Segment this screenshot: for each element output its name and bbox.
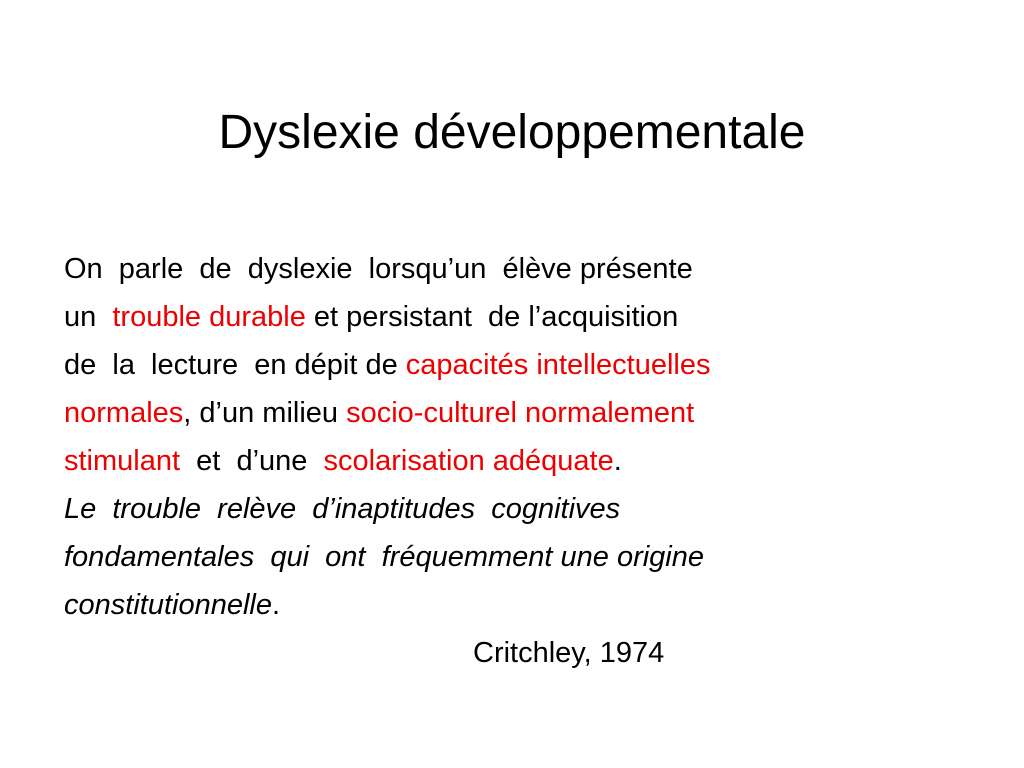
highlight-capacites-intellectuelles: capacités intellectuelles xyxy=(405,349,711,381)
text-segment: Le trouble relève d’inaptitudes cognitives xyxy=(64,493,621,525)
body-line-4 xyxy=(64,395,694,431)
text-segment: de la lecture en dépit de xyxy=(64,349,406,381)
highlight-scolarisation: scolarisation adéquate xyxy=(323,445,614,477)
highlight-trouble-durable: trouble durable xyxy=(112,301,306,333)
body-line-2 xyxy=(64,299,678,335)
text-segment: constitutionnelle xyxy=(64,589,272,621)
text-segment: . xyxy=(271,589,281,621)
highlight-socio-culturel: socio-culturel normalement xyxy=(346,397,695,429)
highlight-stimulant: stimulant xyxy=(64,445,181,477)
text-segment: et persistant de l’acquisition xyxy=(305,301,679,333)
text-segment: . xyxy=(613,445,622,477)
text-segment: On parle de dyslexie lorsqu’un élève présente xyxy=(64,253,693,285)
body-line-8 xyxy=(64,587,280,623)
text-segment: un xyxy=(64,301,113,333)
text-segment: fondamentales qui ont fréquemment une origine xyxy=(64,541,705,573)
body-line-5 xyxy=(64,443,622,479)
slide-title: Dyslexie développementale xyxy=(218,106,806,159)
citation: Critchley, 1974 xyxy=(473,637,665,669)
body-line-3 xyxy=(64,347,710,383)
text-segment: , d’un milieu xyxy=(183,397,347,429)
body-line-7 xyxy=(64,539,704,575)
body-line-6 xyxy=(64,491,620,527)
body-line-1 xyxy=(64,251,693,287)
text-segment: et d’une xyxy=(180,445,324,477)
highlight-normales: normales xyxy=(64,397,184,429)
